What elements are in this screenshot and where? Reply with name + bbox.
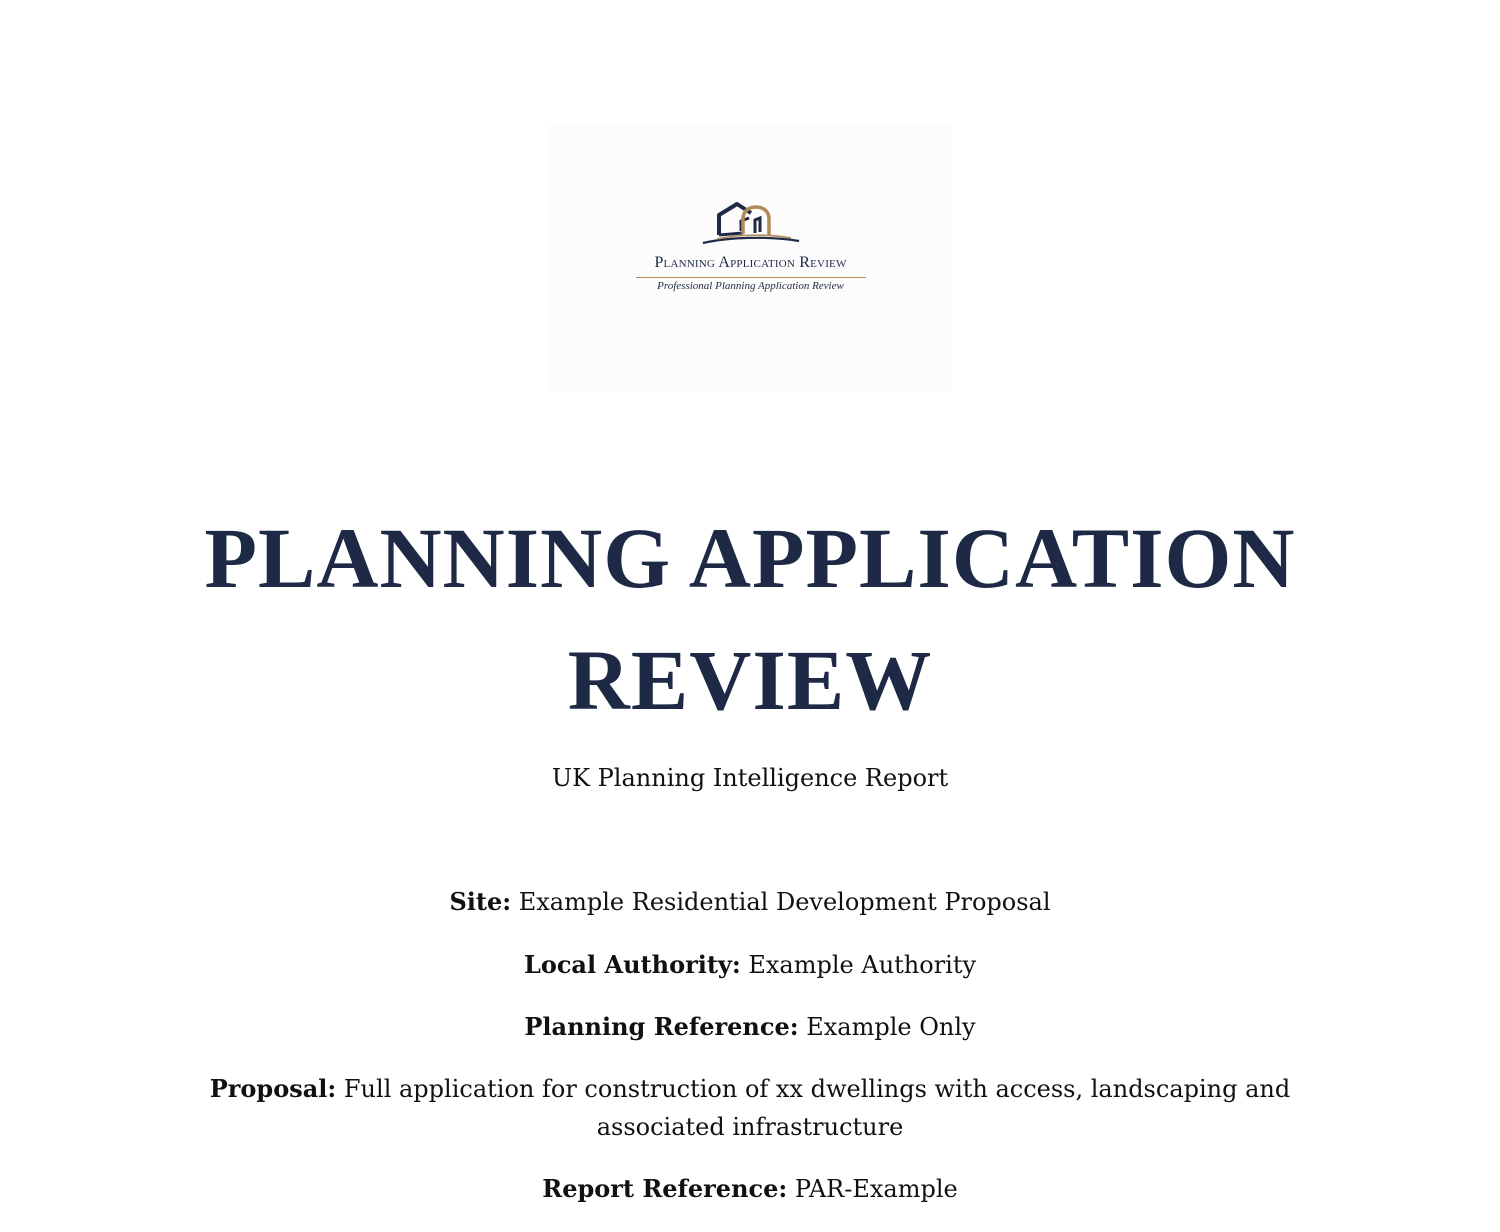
planning-reference-line xyxy=(150,1008,1350,1046)
report-reference-line xyxy=(150,1170,1350,1208)
logo-tagline: Professional Planning Application Review xyxy=(657,280,844,292)
report-reference-value: PAR-Example xyxy=(794,1175,958,1203)
logo-panel xyxy=(549,123,952,391)
site-value: Example Residential Development Proposal xyxy=(518,888,1051,916)
page-title: PLANNING APPLICATION REVIEW xyxy=(204,510,1296,728)
page-subtitle: UK Planning Intelligence Report xyxy=(551,764,949,792)
proposal-line xyxy=(150,1070,1350,1146)
logo-divider xyxy=(636,277,866,278)
planning-reference-value: Example Only xyxy=(806,1013,976,1041)
logo-wordmark: Planning Application Review xyxy=(654,254,847,271)
site-label: Site: xyxy=(449,887,512,916)
local-authority-line xyxy=(150,946,1350,984)
local-authority-label: Local Authority: xyxy=(523,950,741,979)
local-authority-value: Example Authority xyxy=(748,951,977,979)
planning-reference-label: Planning Reference: xyxy=(524,1012,799,1041)
report-reference-label: Report Reference: xyxy=(542,1174,788,1203)
proposal-value: Full application for construction of xx dwellings with access, landscaping and associated infrastructure xyxy=(343,1075,1291,1141)
house-arch-logo-icon xyxy=(699,201,803,249)
site-line xyxy=(150,883,1350,921)
proposal-label: Proposal: xyxy=(209,1074,337,1103)
